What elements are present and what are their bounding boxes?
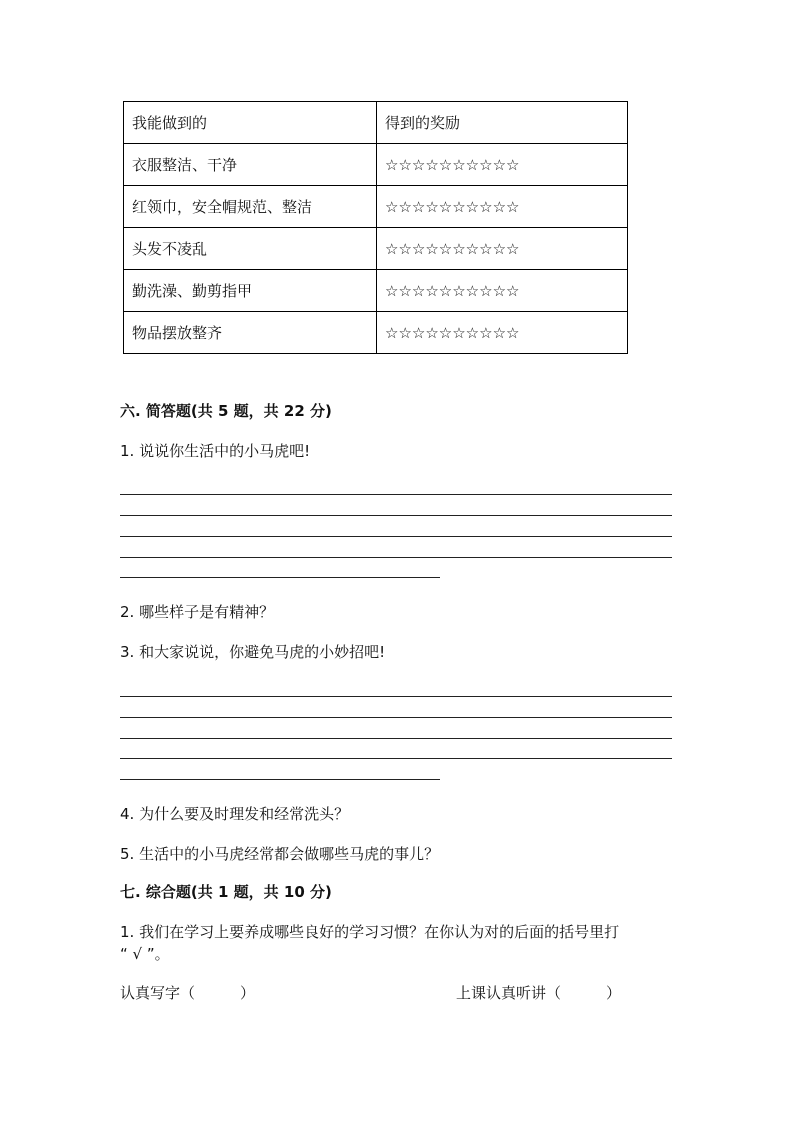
answer-line[interactable] xyxy=(120,696,672,697)
answer-line[interactable] xyxy=(120,494,672,495)
star-rating-cell[interactable]: ☆☆☆☆☆☆☆☆☆☆ xyxy=(377,270,628,312)
answer-line[interactable] xyxy=(120,577,440,578)
table-row xyxy=(124,144,628,186)
behavior-cell: 物品摆放整齐 xyxy=(124,312,377,354)
question-6-5: 5. 生活中的小马虎经常都会做哪些马虎的事儿？ xyxy=(120,845,440,863)
answer-line[interactable] xyxy=(120,717,672,718)
star-rating-cell[interactable]: ☆☆☆☆☆☆☆☆☆☆ xyxy=(377,312,628,354)
behavior-cell: 勤洗澡、勤剪指甲 xyxy=(124,270,377,312)
star-rating-cell[interactable]: ☆☆☆☆☆☆☆☆☆☆ xyxy=(377,186,628,228)
star-rating-cell[interactable]: ☆☆☆☆☆☆☆☆☆☆ xyxy=(377,144,628,186)
question-7-1-line2: “ √ ”。 xyxy=(120,945,170,963)
answer-line[interactable] xyxy=(120,515,672,516)
table-header-row xyxy=(124,102,628,144)
answer-line[interactable] xyxy=(120,557,672,558)
section-7-title: 七. 综合题(共 1 题，共 10 分) xyxy=(120,883,332,901)
behavior-cell: 红领巾，安全帽规范、整洁 xyxy=(124,186,377,228)
question-7-1-line1: 1. 我们在学习上要养成哪些良好的学习习惯？在你认为对的后面的括号里打 xyxy=(120,923,620,941)
table-row xyxy=(124,228,628,270)
table-row xyxy=(124,186,628,228)
option-careful-writing[interactable]: 认真写字（ ） xyxy=(120,984,256,1002)
answer-line[interactable] xyxy=(120,779,440,780)
star-rating-cell[interactable]: ☆☆☆☆☆☆☆☆☆☆ xyxy=(377,228,628,270)
table-header-cell: 我能做到的 xyxy=(124,102,377,144)
reward-table xyxy=(123,101,628,354)
option-listen-in-class[interactable]: 上课认真听讲（ ） xyxy=(456,984,622,1002)
question-6-4: 4. 为什么要及时理发和经常洗头？ xyxy=(120,805,350,823)
question-6-1: 1. 说说你生活中的小马虎吧! xyxy=(120,442,311,460)
table-header-cell: 得到的奖励 xyxy=(377,102,628,144)
answer-line[interactable] xyxy=(120,738,672,739)
question-6-2: 2. 哪些样子是有精神？ xyxy=(120,603,275,621)
table-row xyxy=(124,270,628,312)
behavior-cell: 衣服整洁、干净 xyxy=(124,144,377,186)
answer-line[interactable] xyxy=(120,536,672,537)
section-6-title: 六. 简答题(共 5 题，共 22 分) xyxy=(120,402,332,420)
behavior-cell: 头发不凌乱 xyxy=(124,228,377,270)
answer-line[interactable] xyxy=(120,758,672,759)
question-6-3: 3. 和大家说说，你避免马虎的小妙招吧! xyxy=(120,643,386,661)
table-row xyxy=(124,312,628,354)
